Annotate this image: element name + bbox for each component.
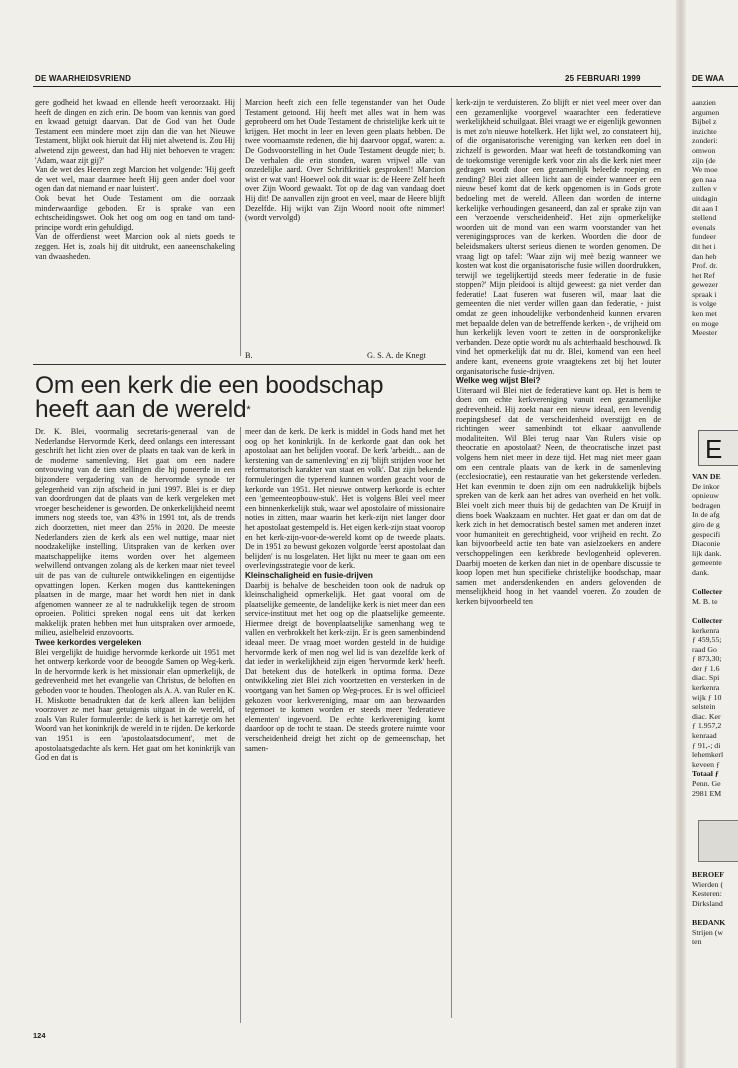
next-page-line: zullen v	[692, 184, 717, 194]
next-page-line: M. B. te	[692, 596, 718, 606]
next-page-line: omwon	[692, 145, 716, 155]
next-page-line: BEROEF	[692, 870, 725, 879]
next-page-line: diac. Ker	[692, 711, 721, 721]
next-page-line: Strijen (w	[692, 927, 723, 937]
next-page-line: fundeer	[692, 232, 716, 242]
paragraph: kerk-zijn te verduisteren. Zo blijft er niet veel meer over dan een gezamenlijke voorgevel waarachter een federatieve werkelijkheid schuilgaat. Blei vraagt we er eigenlijk gewonnen is met zo'n nieuwe hotelkerk. Het lijkt wel, zo constateert hij, of die organisatorische vereniging van kerken een doel in zichzelf is geworden. Maar wat heeft de totstandkoming van de toekomstige verenigde kerk voor zin als die kerk niet meer gedragen wordt door een gezamenlijk beleefde roeping en zending? Blei ziet alleen licht aan de einder wanneer er een nieuw besef komt dat de kerk opgenomen is in Gods grote bedoeling met de wereld. Alleen dan worden de interne kerkelijke verhoudingen gesaneerd, dan zal er sprake zijn van een 'verzoende verscheidenheid'. Het zijn opmerkelijke woorden uit de mond van een warm voorstander van het verenigingsproces van de kerken. Woorden die door de beleidsmakers ulterst serieus dienen te worden genomen. De vraag ligt op tafel: 'Waar zijn wij meè bezig wanneer we kosten wat kost die organisatorische fusie willen doordrukken, terwijl we tegelijkertijd steeds meer federatie in de fusie stoppen?' Mijn pleidooi is altijd geweest: ga niet verder dan federatie! Laat fuseren wat fuseren wil, maar laat die gemeenten die niet verder willen gaan dan federatie, - juist omdat ze geen inhoudelijke verbondenheid kunnen ervaren met bepaalde delen van de betreffende kerken -, de vrijheid om hun kerkelijk leven voort te zetten in de oorspronkelijke verbanden. Deze optie wordt nu als achterhaald beschouwd. Ik vind het opmerkelijk dat nu dr. Blei, komend van een heel andere kant, eveneens grote vraagtekens zet bij het louter organisatorische fusie-drijven.	[456, 98, 661, 376]
next-page-line: ƒ 459,55;	[692, 635, 722, 645]
paragraph: Uiteraard wil Blei niet de federatieve kant op. Het is hem te doen om echte kerkvereniging vanuit een gezamenlijke gedrevenheid. Hij zoekt naar een nieuw ideaal, een levendig roepingsbesef dat de verscheidenheid overstijgt en de richtingen weer samenbindt tot elkaar aanvullende modaliteiten. Wil Blei terug naar Van Rulers visie op theocratie en apostolaat? Neen, de theocratische inzet past volgens hem niet meer in deze tijd. Het mag niet meer gaan om een centrale plaats van de kerk in de samenleving (ecclesiocratie), een restauratie van het gekerstende verleden. Het kan evenmin te doen zijn om een nadrukkelijk bijbels spreken van de kerk aan het adres van overheid en het volk. Blei voelt zich meer thuis bij de gedachten van De Kruijf in diens boek Waakzaam en nuchter. Het gaat er dan om dat de kerk zich in het democratisch bestel samen met anderen inzet voor humaniteit en gerechtigheid, voor vrijheid en recht. Zo kan bijvoorbeeld actie ten bate van asielzoekers en andere verschoppelingen een kerkbrede bevlogenheid opleveren. Daarbij moeten de kerken dan niet in de openbare discussie te koop lopen met hun specifieke christelijke boodschap, maar samen met andersdenkenden en anders gelovenden de menselijkheid hoog in het vaandel voeren. Zo zouden de kerken bijvoorbeeld ten	[456, 385, 661, 606]
next-page-line: het Ref	[692, 270, 715, 280]
next-page-line: kenraad	[692, 731, 717, 741]
next-page-line: Wierden (	[692, 879, 724, 889]
next-page-line: der ƒ 1.6	[692, 663, 720, 673]
page-number: 124	[33, 1031, 46, 1040]
next-page-column-bottom	[692, 870, 738, 960]
section-heading: Welke weg wijst Blei?	[456, 376, 541, 386]
next-page-line: ƒ 91,-; di	[692, 740, 721, 750]
next-page-line: Collecter	[692, 587, 723, 597]
paragraph: Daarbij is behalve de bescheiden toon ook de nadruk op kleinschaligheid opmerkelijk. Het gaat vooral om de plaatselijke gemeente, de landelijke kerk is niet meer dan een service-instituut met het oog op die plaatselijke gemeente. Hiermee dreigt de bovenplaatselijke samenhang weg te vallen en verbrokkelt het kerk-zijn. Er is geen samenbindend ideaal meer. De vraag moet worden gesteld in de huidige hervormde kerk of men nog wel lid is van dezelfde kerk of dat ieder in werkelijkheid zijn eigen 'hervormde kerk' heeft. Dat betekent dus de hotelkerk in optima forma. Deze ontwikkeling ziet Blei zich voortzetten en versterken in de voortgang van het Samen op Weg-proces. Er is wel officieel gekozen voor kerkvereniging, maar om aan bezwaarden tegemoet te komen worden er steeds meer 'federatieve elementen' ingevoerd. De echte kerkvereniging komt daardoor op de tocht te staan. De steeds grotere ruimte voor verscheidenheid dreigt het zicht op de gemeenschap, het samen-	[245, 580, 445, 753]
next-page-line: De inkor	[692, 481, 720, 491]
next-page-line: dit het i	[692, 241, 716, 251]
next-page-line: aanzien	[692, 98, 716, 107]
article-divider	[33, 364, 446, 365]
header-rule	[33, 86, 661, 87]
next-page-line: We moe	[692, 165, 718, 175]
next-page-line: opnieuw	[692, 491, 719, 501]
column-rule	[240, 427, 241, 1023]
next-page-line: zijn (de	[692, 155, 716, 165]
next-page-line: gespecifi	[692, 529, 721, 539]
next-page-line: Kesteren:	[692, 889, 722, 899]
next-page-line: ten	[692, 937, 702, 947]
top-article-column-1	[35, 98, 235, 360]
column-rule	[240, 98, 241, 356]
next-page-line: ƒ 873,30;	[692, 654, 722, 664]
next-page-line: In de afg	[692, 510, 720, 520]
next-page-line: gemeente	[692, 558, 722, 568]
next-page-line: Penn. Ge	[692, 779, 721, 788]
paragraph: Ook bevat het Oude Testament om die oorzaak minderwaardige geboden. Er is sprake van een echtscheidingswet. Ook het oog om oog en tand om tand-principe wordt erin gehuldigd.	[35, 193, 235, 232]
next-page-photo	[698, 820, 738, 862]
next-page-line: uitdagin	[692, 193, 718, 203]
next-page-line: argumen	[692, 107, 720, 117]
next-page-line: spraak i	[692, 289, 717, 299]
publication-name: DE WAARHEIDSVRIEND	[35, 74, 132, 83]
next-page-line: Bijbel z	[692, 117, 717, 127]
next-page-line: VAN DE	[692, 472, 721, 481]
next-page-line: kerkenra	[692, 625, 720, 635]
next-page-line: raad Go	[692, 644, 717, 654]
next-page-line: gen naa	[692, 174, 717, 184]
paragraph: meer dan de kerk. De kerk is middel in Gods hand met het oog op het koninkrijk. In de kerkorde gaat dan ook het apostolaat aan het belijden vooraf. De kerk 'arbeidt... aan de kerstening van de samenleving' en zij 'blijft strijden voor het reformatorisch karakter van staat en volk'. Dat zijn bekende formuleringen die typerend kunnen worden geacht voor de kerkorde van 1951. Het nieuwe ontwerp kerkorde is echter een 'gemeenteopbouw-stuk'. Het is volgens Blei veel meer een binnenkerkelijk stuk, waar wel apostolaire of missionaire noties in zitten, maar waarin het kerk-zijn niet langer door het apostolaat gestempeld is. Het eigen kerk-zijn staat voorop en het kerk-zijn-voor-de-wereld komt op de tweede plaats. De in 1951 zo bewust gekozen volgorde 'eerst apostolaat dan belijden' is nu losgelaten. Het lijkt nu meer te gaan om een overlevingsstrategie voor de kerk.	[245, 427, 445, 571]
next-page-header-rule	[692, 86, 738, 87]
next-page-line: Collecter	[692, 615, 723, 625]
next-page-line: Totaal ƒ	[692, 769, 719, 779]
next-page-line: en moge	[692, 318, 719, 328]
next-page-line: ken met	[692, 309, 717, 319]
next-page-line	[692, 606, 738, 616]
next-page-line: is volge	[692, 299, 717, 309]
section-heading: Kleinschaligheid en fusie-drijven	[245, 570, 373, 580]
next-page-line: giro de g	[692, 519, 720, 529]
paragraph: Van de offerdienst weet Marcion ook al niets goeds te zeggen. Het is, zoals hij dit uitdrukt, een aaneenschakeling van dwaasheden.	[35, 232, 235, 261]
next-page-line: lehemkerl	[692, 750, 724, 760]
article-column-1	[35, 427, 235, 1023]
paragraph: Van de wet des Heeren zegt Marcion het volgende: 'Hij geeft de wet wel, maar daarmee heeft Hij geen ander doel voor ogen dan dat niemand er naar luistert'.	[35, 165, 235, 194]
next-page-line: stellend	[692, 213, 717, 223]
article-column-2	[245, 427, 445, 1023]
footnote-mark: *	[246, 404, 251, 416]
column-rule	[451, 98, 452, 1018]
next-page-line: Prof. dr.	[692, 261, 718, 271]
next-page-line: zonderi:	[692, 136, 718, 146]
next-page-line: gewezer	[692, 280, 718, 290]
paragraph: Dr. K. Blei, voormalig secretaris-generaal van de Nederlandse Hervormde Kerk, deed onlangs een interessant geschrift het licht zien over de plaats en taak van de kerk in de moderne samenleving. Het gaat om een nadere ontvouwing van de tien stellingen die hij poneerde in een bijzondere vergadering van de hervormde synode ter gelegenheid van zijn afscheid in juni 1997. Blei is er diep van doordrongen dat de plaats van de kerk vergeleken met vroeger bescheidener is geworden. De onkerkelijkheid neemt immers nog steeds toe, van 43% in 1991 tot, als de trends zich doorzetten, niet meer dan 25% in 2020. De meeste Nederlanders zien de kerk als een wel nuttige, maar niet noodzakelijke instelling. Uitspraken van de kerken over maatschappelijke items worden over het algemeen welwillend ontvangen zolang als de kerken maar niet teveel uit de pas van de culturele ontwikkelingen en eigentijdse opvattingen lopen. Kerken mogen dus kanttekeningen plaatsen in de marge, maar het wordt hen niet in dank afgenomen wanneer ze al te nadrukkelijk tegen de stroom oproeien. Politici spreken nogal eens uit dat kerken makkelijk praten hebben met hun uitspraken over armoede, milieu, asielbeleid enzovoorts.	[35, 427, 235, 638]
issue-date: 25 FEBRUARI 1999	[565, 74, 641, 83]
signature-author: G. S. A. de Knegt	[367, 351, 426, 360]
next-page-line: Dirksland	[692, 898, 723, 908]
top-article-column-2	[245, 98, 445, 338]
article-title-text: Om een kerk die een boodschap heeft aan de wereld	[35, 372, 384, 423]
signature-initial: B.	[245, 351, 253, 360]
paragraph: Marcion heeft zich een felle tegenstander van het Oude Testament getoond. Hij heeft met alles wat in hem was geprobeerd om het Oude Testament de christelijke kerk uit te krijgen. Het mocht in leer en leven geen plaats hebben. De twee voornaamste redenen, die hij daarvoor opgaf, waren: a. De Godsvoorstelling in het Oude Testament deugde niet; b. De verhalen die erin stonden, waren vrijwel alle van onzedelijke aard. Over Schriftkritiek gesproken!! Marcion wist er wat van! Hoewel ook dit waar is: de Heere Zelf heeft over Zijn Woord gewaakt. Tot op de dag van vandaag doet Hij dit! De aanvallen zijn groot en veel, maar de Heere blijft Dezelfde. Hij wijkt van Zijn Woord nooit ofte nimmer! (wordt vervolgd)	[245, 98, 445, 223]
next-page-line: dit aan I	[692, 203, 718, 213]
paragraph: gere godheid het kwaad en ellende heeft veroorzaakt. Hij heeft de dingen en zich erin. De boom van kennis van goed en kwaad getuigt daarvan. Dat de God van het Oude Testament een mindere moet zijn dan die van het Nieuwe Testament, blijkt ook hieruit dat Hij niet alwetend is. Zou Hij alwetend zijn geweest, dan had Hij niet behoeven te vragen: 'Adam, waar zijt gij?'	[35, 98, 235, 165]
next-page-line: wijk ƒ 10	[692, 692, 722, 702]
next-page-line: diac. Spi	[692, 673, 720, 683]
next-page-line: BEDANK	[692, 917, 726, 927]
article-column-3	[456, 98, 661, 1023]
next-page-line: lijk dank.	[692, 548, 722, 558]
next-page-line: ƒ 1.957,2	[692, 721, 722, 731]
next-page-column-top	[692, 98, 738, 398]
next-page-line: bedragen	[692, 500, 721, 510]
next-page-line: 2981 EM	[692, 788, 722, 798]
next-page-column-middle	[692, 472, 738, 802]
next-page-line: kerkenra	[692, 683, 720, 693]
next-page-line: keveen ƒ	[692, 759, 720, 769]
next-page-line: inzichte	[692, 126, 717, 136]
section-heading: Twee kerkordes vergeleken	[35, 638, 142, 648]
next-page-line: dan heb	[692, 251, 717, 261]
next-page-line: Meester	[692, 328, 718, 338]
next-page-line: dank.	[692, 567, 710, 577]
article-title	[35, 374, 405, 422]
next-page-heading-box: E	[698, 430, 738, 466]
next-page-line: Diaconie	[692, 539, 721, 549]
next-page-publication: DE WAA	[692, 74, 724, 83]
paragraph: Blei vergelijkt de huidige hervormde kerkorde uit 1951 met het ontwerp kerkorde voor de beoogde Samen op Weg-kerk. In de hervormde kerk is het missionair elan opmerkelijk, de gedrevenheid met het evangelie van Christus, de beloften en geboden voor te houden. Theologen als A. A. van Ruler en K. H. Miskotte benadrukten dat de kerk alleen kan belijden voorzover ze met haar getuigenis uitgaat in de wereld, of zoals Van Ruler formuleerde: de kerk is het karretje om het Woord van het koninkrijk de wereld in te rijden. De kerkorde van 1951 is een 'apostolaatsdocument', met de apostolaatsgedachte als kern. Het gaat om het koninkrijk van God en dat is	[35, 647, 235, 763]
next-page-line	[692, 578, 738, 588]
next-page-line	[692, 908, 738, 918]
next-page-line: selstein	[692, 702, 716, 712]
next-page-line: evenals	[692, 222, 716, 232]
page-gutter	[676, 0, 686, 1068]
